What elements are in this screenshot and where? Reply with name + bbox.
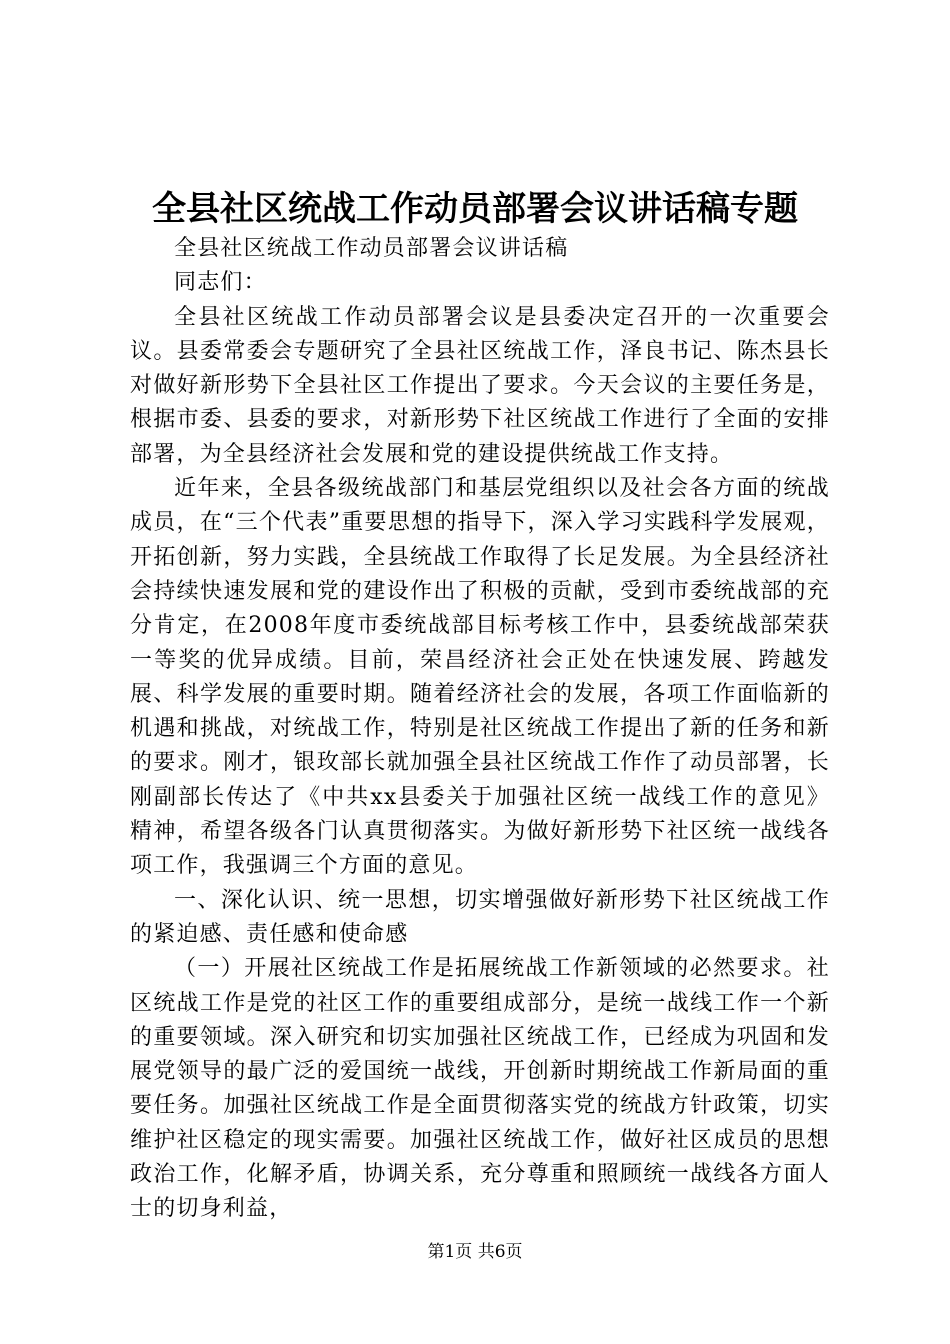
paragraph: 近年来，全县各级统战部门和基层党组织以及社会各方面的统战成员，在“三个代表”重要思想的指导下，深入学习实践科学发展观，开拓创新，努力实践，全县统战工作取得了长足发展。为全县经济社会持续快速发展和党的建设作出了积极的贡献，受到市委统战部的充分肯定，在2008年度市委统战部目标考核工作中，县委统战部荣获一等奖的优异成绩。目前，荣昌经济社会正处在快速发展、跨越发展、科学发展的重要时期。随着经济社会的发展，各项工作面临新的机遇和挑战，对统战工作，特别是社区统战工作提出了新的任务和新的要求。刚才，银玫部长就加强全县社区统战工作作了动员部署，长刚副部长传达了《中共xx县委关于加强社区统一战线工作的意见》精神，希望各级各门认真贯彻落实。为做好新形势下社区统一战线各项工作，我强调三个方面的意见。 bbox=[130, 476, 830, 879]
page-number-footer: 第1页 共6页 bbox=[427, 1242, 523, 1262]
subtitle-line: 全县社区统战工作动员部署会议讲话稿 bbox=[174, 236, 569, 261]
section-heading: 一、深化认识、统一思想，切实增强做好新形势下社区统战工作的紧迫感、责任感和使命感 bbox=[130, 887, 830, 947]
salutation-line: 同志们： bbox=[174, 270, 267, 296]
paragraph: 全县社区统战工作动员部署会议是县委决定召开的一次重要会议。县委常委会专题研究了全县社区统战工作，泽良书记、陈杰县长对做好新形势下全县社区工作提出了要求。今天会议的主要任务是，根据市委、县委的要求，对新形势下社区统战工作进行了全面的安排部署，为全县经济社会发展和党的建设提供统战工作支持。 bbox=[130, 304, 830, 467]
document-body bbox=[130, 232, 830, 1227]
paragraph: （一）开展社区统战工作是拓展统战工作新领域的必然要求。社区统战工作是党的社区工作的重要组成部分，是统一战线工作一个新的重要领域。深入研究和切实加强社区统战工作，已经成为巩固和发展党领导的最广泛的爱国统一战线，开创新时期统战工作新局面的重要任务。加强社区统战工作是全面贯彻落实党的统战方针政策，切实维护社区稳定的现实需要。加强社区统战工作，做好社区成员的思想政治工作，化解矛盾，协调关系，充分尊重和照顾统一战线各方面人士的切身利益， bbox=[130, 956, 830, 1222]
document-title: 全县社区统战工作动员部署会议讲话稿专题 bbox=[152, 189, 798, 229]
